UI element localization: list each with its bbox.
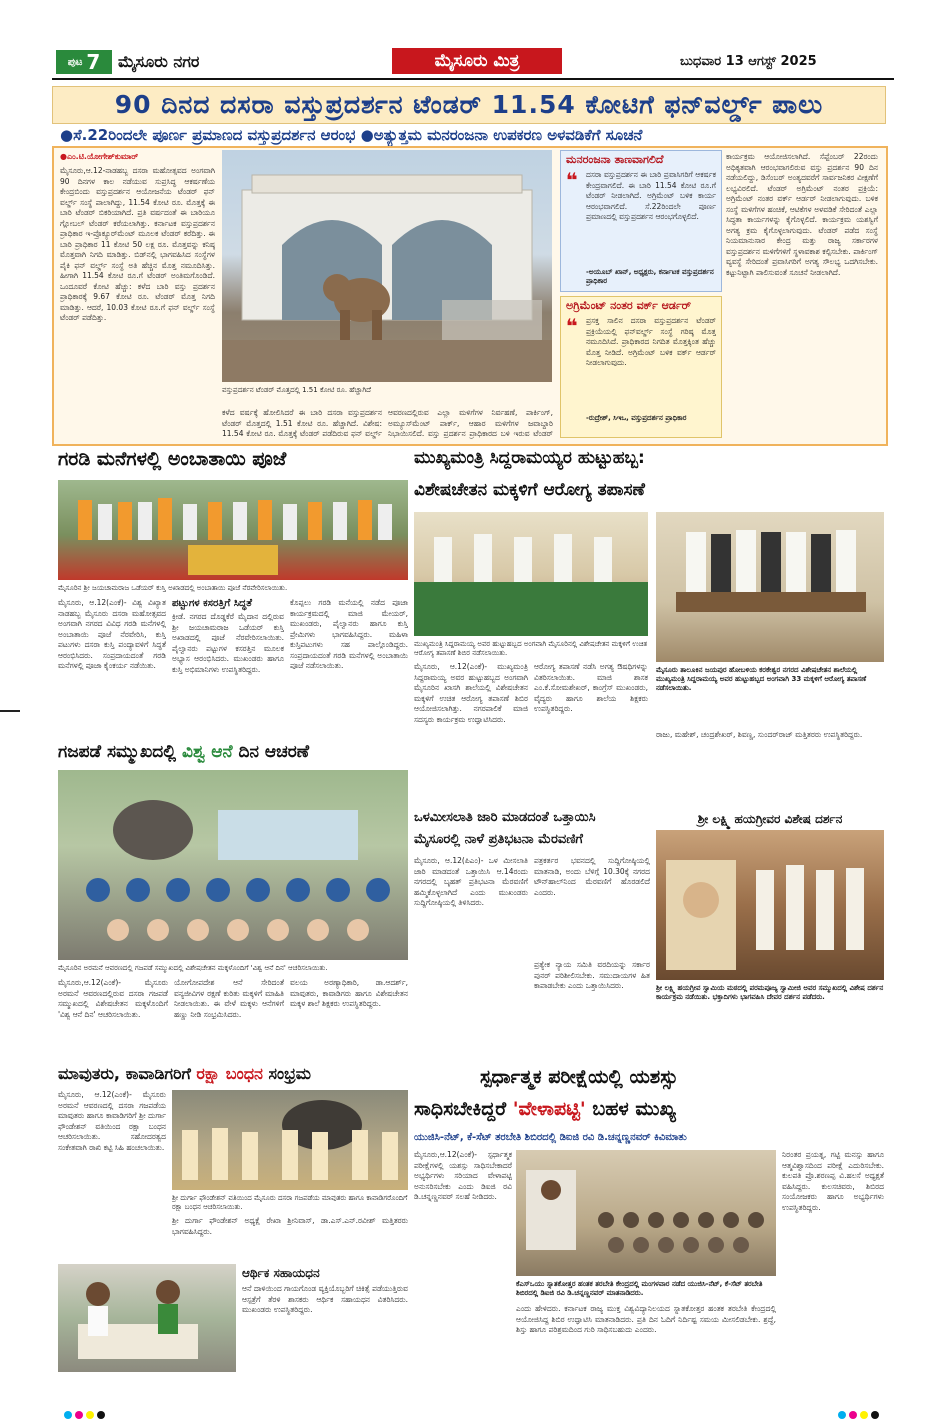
exam-subhead: ಯುಜಿಸಿ-ನೆಟ್, ಕೆ-ಸೆಟ್ ತರಬೇತಿ ಶಿಬಿರದಲ್ಲಿ ಡಿಐಜಿ ರವಿ ಡಿ.ಚನ್ನಣ್ಣನವರ್ ಕಿವಿಮಾತು [414,1132,687,1143]
cyan-dot [64,1411,72,1419]
aarthika-text: ಆನೆ ದಾಳಿಯಿಂದ ಗಾಯಗೊಂಡ ವ್ಯಕ್ತಿಯೊಬ್ಬರಿಗೆ ಚಿಕಿತ್ಸೆ ಪಡೆಯುತ್ತಿರುವ ಆಸ್ಪತ್ರೆಗೆ ತೆರಳಿ ಶಾಸಕರು ಆರ್ಥಿಕ ಸಹಾಯಧನ ವಿತರಿಸಿದರು. ಮುಖಂಡರು ಉಪಸ್ಥಿತರಿದ್ದರು. [242,1284,408,1314]
yellow-dot [86,1411,94,1419]
cm-column-1: ಮೈಸೂರು, ಆ.12(ಎಂಕೆ)- ಮುಖ್ಯಮಂತ್ರಿ ಸಿದ್ದರಾಮಯ್ಯ ಅವರ ಹುಟ್ಟುಹಬ್ಬದ ಅಂಗವಾಗಿ ಮೈಸೂರಿನ ಖಾಸಗಿ ಶಾಲೆಯಲ್ಲಿ ವಿಶೇಷಚೇತನ ಮಕ್ಕಳಿಗೆ ಉಚಿತ ಆರೋಗ್ಯ ತಪಾಸಣೆ ಶಿಬಿರ ಆಯೋಜಿಸಲಾಗಿತ್ತು. ನಗರಪಾಲಿಕೆ ಮಾಜಿ ಸದಸ್ಯರು ಕಾರ್ಯಕ್ರಮ ಉದ್ಘಾಟಿಸಿದರು. [414,662,528,724]
registration-dots-left [64,1404,108,1423]
cm-headline-line-1: ಮುಖ್ಯಮಂತ್ರಿ ಸಿದ್ದರಾಮಯ್ಯರ ಹುಟ್ಟುಹಬ್ಬ: [414,448,645,468]
gajapade-column-3: ವಲಯ ಅರಣ್ಯಾಧಿಕಾರಿ, ಡಾ.ಆದರ್ಶ್, ಮಾವುತರು, ಕಾವಾಡಿಗರು ಹಾಗೂ ವಿಶೇಷಚೇತನ ಮಕ್ಕಳ ಶಾಲೆ ಶಿಕ್ಷಕರು ಉಪಸ್ಥಿತರಿದ್ದರು. [290,978,408,1008]
yellow-dot [860,1411,868,1419]
training-camp-illustration [516,1150,776,1276]
lead-column-3: ಆವರಣದಲ್ಲಿರುವ ಎಲ್ಲಾ ಮಳಿಗೆಗಳ ನಿರ್ವಹಣೆ, ಪಾರ್ಕಿಂಗ್, ಅಮ್ಯೂಸ್‌ಮೆಂಟ್ ಪಾರ್ಕ್, ಆಹಾರ ಮಳಿಗೆಗಳ ಜವಾಬ್ದಾರಿ ನಿಭಾಯಿಸಲಿದೆ. ವಸ್ತು ಪ್ರದರ್ಶನ ಪ್ರಾಧಿಕಾರದ ಬಳಿ ಇರುವ ಟೆಂಡರ್ [388,408,553,438]
black-dot [97,1411,105,1419]
cm-caption-1: ಮುಖ್ಯಮಂತ್ರಿ ಸಿದ್ದರಾಮಯ್ಯ ಅವರ ಹುಟ್ಟುಹಬ್ಬದ ಅಂಗವಾಗಿ ಮೈಸೂರಿನಲ್ಲಿ ವಿಶೇಷಚೇತನ ಮಕ್ಕಳಿಗೆ ಉಚಿತ ಆರೋಗ್ಯ ತಪಾಸಣೆ ಶಿಬಿರ ನಡೆಸಲಾಯಿತು. [414,640,648,657]
exam-photo-caption: ಕೆಎಸ್‌ಒಯು ಸ್ನಾತಕೋತ್ತರ ಹಂತಕ ತರಬೇತಿ ಕೇಂದ್ರದಲ್ಲಿ ಮಂಗಳವಾರ ನಡೆದ ಯುಜಿಸಿ-ನೆಟ್, ಕೆ-ಸೆಟ್ ತರಬೇತಿ ಶಿಬಿರದಲ್ಲಿ ಡಿಐಜಿ ರವಿ ಡಿ.ಚನ್ನಣ್ಣನವರ್ ಮಾತನಾಡಿದರು. [516,1280,763,1297]
lead-column-2: ಕಳೆದ ವರ್ಷಕ್ಕೆ ಹೋಲಿಸಿದರೆ ಈ ಬಾರಿ ದಸರಾ ವಸ್ತುಪ್ರದರ್ಶನ ಟೆಂಡರ್ ಮೊತ್ತದಲ್ಲಿ 1.51 ಕೋಟಿ ರೂ. ಹೆಚ್ಚಾಗಿದೆ. ವಿಶೇಷ: 11.54 ಕೋಟಿ ರೂ. ಮೊತ್ತಕ್ಕೆ ಟೆಂಡರ್ ಪಡೆದಿರುವ ಫನ್ ವರ್ಲ್ಡ್ [222,408,382,438]
quote-box-1-text: ದಸರಾ ವಸ್ತುಪ್ರದರ್ಶನ ಈ ಬಾರಿ ಪ್ರವಾಸಿಗರಿಗೆ ಆಕರ್ಷಕ ಕೇಂದ್ರವಾಗಲಿದೆ. ಈ ಬಾರಿ 11.54 ಕೋಟಿ ರೂ.ಗೆ ಟೆಂಡರ್ ನೀಡಲಾಗಿದೆ. ಅಗ್ರಿಮೆಂಟ್ ಬಳಿಕ ಕಾರ್ಯ ಆರಂಭವಾಗಲಿದೆ. ಸೆ.22ರಿಂದಲೇ ಪೂರ್ಣ ಪ್ರಮಾಣದಲ್ಲಿ ವಸ್ತುಪ್ರದರ್ಶನ ಆರಂಭಗೊಳ್ಳಲಿದೆ. [586,170,716,221]
protest-column-3: ಪ್ರತ್ಯೇಕ ನ್ಯಾಯ ಸಮಿತಿ ವರದಿಯನ್ನು ಸರ್ಕಾರ ಪುನರ್ ಪರಿಶೀಲಿಸಬೇಕು. ಸಮುದಾಯಗಳ ಹಿತ ಕಾಪಾಡಬೇಕು ಎಂದು ಒತ್ತಾಯಿಸಿದರು. [534,960,650,990]
gajapade-column-1: ಮೈಸೂರು,ಆ.12(ಎಂಕೆ)- ಮೈಸೂರು ಅರಮನೆ ಆವರಣದಲ್ಲಿರುವ ದಸರಾ ಗಜಪಡೆ ಸಮ್ಮುಖದಲ್ಲಿ ವಿಶೇಷಚೇತನ ಮಕ್ಕಳೊಂದಿಗೆ 'ವಿಶ್ವ ಆನೆ ದಿನ' ಆಚರಿಸಲಾಯಿತು. [58,978,168,1019]
garadi-column-2: ಕ್ರೀಡೆ. ನಗರದ ದೊಡ್ಡಕೆರೆ ಮೈದಾನ ದಲ್ಲಿರುವ ಶ್ರೀ ಜಯಚಾಮರಾಜ ಒಡೆಯರ್ ಕುಸ್ತಿ ಅಖಾಡದಲ್ಲಿ ಪೂಜೆ ನೆರವೇರಿಸಲಾಯಿತು. ಪೈಲ್ವಾನರು ಪಟ್ಟುಗಳ ಕಸರತ್ತಿನ ಮೂಲಕ ಅಭ್ಯಾಸ ಆರಂಭಿಸಿದರು. ಮುಖಂಡರು ಹಾಗೂ ಕುಸ್ತಿ ಅಭಿಮಾನಿಗಳು ಉಪಸ್ಥಿತರಿದ್ದರು. [172,612,284,674]
garadi-column-1: ಮೈಸೂರು, ಆ.12(ಎಂಕೆ)- ವಿಶ್ವ ವಿಖ್ಯಾತ ನಾಡಹಬ್ಬ ಮೈಸೂರು ದಸರಾ ಮಹೋತ್ಸವದ ಅಂಗವಾಗಿ ನಗರದ ವಿವಿಧ ಗರಡಿ ಮನೆಗಳಲ್ಲಿ ಅಂಬಾತಾಯಿ ಪೂಜೆ ನೆರವೇರಿಸಿ, ಕುಸ್ತಿ ಪಟುಗಳು ದಸರಾ ಕುಸ್ತಿ ಪಂದ್ಯಾವಳಿಗೆ ಸಿದ್ಧತೆ ಆರಂಭಿಸಿದರು. ಸಂಪ್ರದಾಯದಂತೆ ಗರಡಿ ಮನೆಗಳಲ್ಲಿ ಪೂಜಾ ಕೈಂಕರ್ಯ ನಡೆಯಿತು. [58,598,166,670]
cm-caption-2: ಮೈಸೂರು ತಾಲೂಕಿನ ಜಯಪುರ ಹೋಬಳಿಯ ಕರಕೇಶ್ವರ ನಗರದ ವಿಶೇಷಚೇತನ ಶಾಲೆಯಲ್ಲಿ ಮುಖ್ಯಮಂತ್ರಿ ಸಿದ್ದರಾಮಯ್ಯ ಅವರ ಹುಟ್ಟುಹಬ್ಬದ ಅಂಗವಾಗಿ 33 ಮಕ್ಕಳಿಗೆ ಆರೋಗ್ಯ ತಪಾಸಣೆ ನಡೆಸಲಾಯಿತು. [656,666,867,692]
masthead-logo: ಮೈಸೂರು ಮಿತ್ರ [392,48,562,74]
cm-column-3: ರಾಜು, ಮಹೇಶ್, ಚಂದ್ರಶೇಖರ್, ಶಿವಣ್ಣ, ಸುಂದರ್‌ರಾಜ್ ಮತ್ತಿತರರು ಉಪಸ್ಥಿತರಿದ್ದರು. [656,730,863,739]
exam-photo [516,1150,776,1276]
protest-column-2: ಪತ್ರಕರ್ತರ ಭವನದಲ್ಲಿ ಸುದ್ದಿಗೋಷ್ಠಿಯಲ್ಲಿ ಮಾತನಾಡಿ, ಅಂದು ಬೆಳಿಗ್ಗೆ 10.30ಕ್ಕೆ ನಗರದ ಟೌನ್‌ಹಾಲ್‌ನಿಂದ ಮೆರವಣಿಗೆ ಹೊರಡಲಿದೆ ಎಂದರು. [534,856,650,897]
garadi-headline: ಗರಡಿ ಮನೆಗಳಲ್ಲಿ ಅಂಬಾತಾಯಿ ಪೂಜೆ [58,448,287,470]
darshana-title: ಶ್ರೀ ಲಕ್ಷ್ಮಿ ಹಯಗ್ರೀವರ ವಿಶೇಷ ದರ್ಶನ [697,812,843,826]
quote-box-1-title: ಮನರಂಜನಾ ತಾಣವಾಗಲಿದೆ [566,153,664,166]
lead-photo-caption: ವಸ್ತುಪ್ರದರ್ಶನ ಟೆಂಡರ್ ಮೊತ್ತದಲ್ಲಿ 1.51 ಕೋಟಿ ರೂ. ಹೆಚ್ಚಾಗಿದೆ [222,386,371,394]
gajapade-photo [58,770,408,960]
magenta-dot [75,1411,83,1419]
lead-column-1: ಮೈಸೂರು,ಆ.12-ನಾಡಹಬ್ಬ ದಸರಾ ಮಹೋತ್ಸವದ ಅಂಗವಾಗಿ 90 ದಿನಗಳ ಕಾಲ ನಡೆಯುವ ಸುಪ್ರಸಿದ್ಧ ಆಕರ್ಷಣೆಯ ಕೇಂದ್ರಬಿಂದು ವಸ್ತುಪ್ರದರ್ಶನ ಆಯೋಜನೆಯ ಟೆಂಡರ್ ಫನ್ ವರ್ಲ್ಡ್ ಸಂಸ್ಥೆ ಪಾಲಾಗಿದ್ದು, 11.54 ಕೋಟಿ ರೂ. ಮೊತ್ತಕ್ಕೆ ಈ ಬಾರಿ ಟೆಂಡರ್ ಬಿಕರಿಯಾಗಿದೆ. ಪ್ರತಿ ವರ್ಷದಂತೆ ಈ ಬಾರಿಯೂ ಗ್ಲೋಬಲ್ ಟೆಂಡರ್ ಕರೆಯಲಾಗಿತ್ತು. ಕರ್ನಾಟಕ ವಸ್ತುಪ್ರದರ್ಶನ ಪ್ರಾಧಿಕಾರ ಇ-ಪ್ರೊಕ್ಯೂರ್‌ಮೆಂಟ್ ಮೂಲಕ ಟೆಂಡರ್ ಕರೆದಿತ್ತು. ಈ ಬಾರಿ ಪ್ರಾಧಿಕಾರ 11 ಕೋಟಿ 50 ಲಕ್ಷ ರೂ. ಮೊತ್ತವನ್ನು ಕನಿಷ್ಠ ಮೊತ್ತವಾಗಿ ನಿಗದಿ ಮಾಡಿತ್ತು. ಬಿಡ್‌ನಲ್ಲಿ ಭಾಗವಹಿಸಿದ ಸಂಸ್ಥೆಗಳ ಪೈಕಿ ಫನ್ ವರ್ಲ್ಡ್ ಸಂಸ್ಥೆ ಅತಿ ಹೆಚ್ಚಿನ ಮೊತ್ತ ನಮೂದಿಸಿತ್ತು. ಹೀಗಾಗಿ 11.54 ಕೋಟಿ ರೂ.ಗೆ ಟೆಂಡರ್ ಅಂತಿಮಗೊಂಡಿದೆ. ಒಂದೂವರೆ ಕೋಟಿ ಹೆಚ್ಚು: ಕಳೆದ ಬಾರಿ ವಸ್ತು ಪ್ರದರ್ಶನ ಪ್ರಾಧಿಕಾರಕ್ಕೆ 9.67 ಕೋಟಿ ರೂ. ಟೆಂಡರ್ ಮೊತ್ತ ನಿಗದಿ ಮಾಡಿತ್ತು. ಆದರೆ, 10.03 ಕೋಟಿ ರೂ.ಗೆ ಫನ್ ವರ್ಲ್ಡ್ ಸಂಸ್ಥೆ ಟೆಂಡರ್ ಪಡೆದಿತ್ತು. [60,166,215,322]
protest-headline-line-2: ಮೈಸೂರಲ್ಲಿ ನಾಳೆ ಪ್ರತಿಭಟನಾ ಮೆರವಣಿಗೆ [414,832,583,847]
lead-subhead: ●ಸೆ.22ರಿಂದಲೇ ಪೂರ್ಣ ಪ್ರಮಾಣದ ವಸ್ತುಪ್ರದರ್ಶನ ಆರಂಭ ●ಅತ್ಯುತ್ತಮ ಮನರಂಜನಾ ಉಪಕರಣ ಅಳವಡಿಕೆಗೆ ಸೂಚನೆ [60,126,643,144]
gajapade-caption: ಮೈಸೂರಿನ ಅರಮನೆ ಆವರಣದಲ್ಲಿ ಗಜಪಡೆ ಸಮ್ಮುಖದಲ್ಲಿ ವಿಶೇಷಚೇತನ ಮಕ್ಕಳೊಂದಿಗೆ 'ವಿಶ್ವ ಆನೆ ದಿನ' ಆಚರಿಸಲಾಯಿತು. [58,964,328,972]
garadi-caption: ಮೈಸೂರಿನ ಶ್ರೀ ಜಯಚಾಮರಾಜ ಒಡೆಯರ್ ಕುಸ್ತಿ ಅಖಾಡದಲ್ಲಿ ಅಂಬಾತಾಯಿ ಪೂಜೆ ನೆರವೇರಿಸಲಾಯಿತು. [58,584,288,592]
darshana-caption: ಶ್ರೀ ಲಕ್ಷ್ಮಿ ಹಯಗ್ರೀವ ಸ್ವಾಮಿಯ ಮಠದಲ್ಲಿ ಪರಮಪೂಜ್ಯ ಸ್ವಾಮೀಜಿ ಅವರ ಸಮ್ಮುಖದಲ್ಲಿ ವಿಶೇಷ ದರ್ಶನ ಕಾರ್ಯಕ್ರಮ ನಡೆಯಿತು. ಭಕ್ತಾದಿಗಳು ಭಾಗವಹಿಸಿ ದೇವರ ದರ್ಶನ ಪಡೆದರು. [656,984,884,1001]
magenta-dot [849,1411,857,1419]
black-dot [871,1411,879,1419]
cm-photo-2 [656,512,884,662]
health-camp-illustration [414,512,648,636]
lead-headline: 90 ದಿನದ ದಸರಾ ವಸ್ತುಪ್ರದರ್ಶನ ಟೆಂಡರ್ 11.54 ಕೋಟಿಗೆ ಫನ್‌ವರ್ಲ್ಡ್ ಪಾಲು [52,86,886,124]
elephant-day-illustration [58,770,408,960]
raksha-caption: ಶ್ರೀ ದುರ್ಗಾ ಫೌಂಡೇಶನ್ ವತಿಯಿಂದ ಮೈಸೂರು ದಸರಾ ಗಜಪಡೆಯ ಮಾವುತರು ಹಾಗೂ ಕಾವಾಡಿಗರೊಂದಿಗೆ ರಕ್ಷಾ ಬಂಧನ ಆಚರಿಸಲಾಯಿತು. [172,1194,408,1211]
quote-box-2-text: ಪ್ರಸಕ್ತ ಸಾಲಿನ ದಸರಾ ವಸ್ತುಪ್ರದರ್ಶನ ಟೆಂಡರ್ ಪ್ರಕ್ರಿಯೆಯಲ್ಲಿ ಫನ್‌ವರ್ಲ್ಡ್ ಸಂಸ್ಥೆ ಗರಿಷ್ಠ ಮೊತ್ತ ನಮೂದಿಸಿದೆ. ಪ್ರಾಧಿಕಾರದ ನಿಗದಿತ ಮೊತ್ತಕ್ಕಿಂತ ಹೆಚ್ಚು ಮೊತ್ತ ನೀಡಿದೆ. ಅಗ್ರಿಮೆಂಟ್ ಬಳಿಕ ವರ್ಕ್ ಆರ್ಡರ್ ನೀಡಲಾಗುವುದು. [586,316,716,367]
quote-box-1-attribution: -ಅಯೂಬ್ ಖಾನ್, ಅಧ್ಯಕ್ಷರು, ಕರ್ನಾಟಕ ವಸ್ತುಪ್ರದರ್ಶನ ಪ್ರಾಧಿಕಾರ [586,268,714,285]
protest-column-1: ಮೈಸೂರು, ಆ.12(ಪಿಎಂ)- ಒಳ ಮೀಸಲಾತಿ ಜಾರಿ ಮಾಡದಂತೆ ಒತ್ತಾಯಿಸಿ ಆ.14ರಂದು ನಗರದಲ್ಲಿ ಬೃಹತ್ ಪ್ರತಿಭಟನಾ ಮೆರವಣಿಗೆ ಹಮ್ಮಿಕೊಳ್ಳಲಾಗಿದೆ ಎಂದು ಮುಖಂಡರು ಸುದ್ದಿಗೋಷ್ಠಿಯಲ್ಲಿ ತಿಳಿಸಿದರು. [414,856,528,907]
gajapade-column-2: ಯೋಗೋಪದೇಶ ಆನೆ ಸೇರಿದಂತೆ ವನ್ಯಜೀವಿಗಳ ರಕ್ಷಣೆ ಕುರಿತು ಮಕ್ಕಳಿಗೆ ಮಾಹಿತಿ ನೀಡಲಾಯಿತು. ಈ ವೇಳೆ ಮಕ್ಕಳು ಆನೆಗಳಿಗೆ ಹಣ್ಣು ನೀಡಿ ಸಂಭ್ರಮಿಸಿದರು. [174,978,284,1019]
registration-dots-right [838,1404,882,1423]
raksha-group-illustration [172,1090,408,1190]
lead-photo-exhibition-gate [222,150,552,382]
cyan-dot [838,1411,846,1419]
issue-date: ಬುಧವಾರ 13 ಆಗಸ್ಟ್ 2025 [680,54,817,69]
garadi-column-3: ಕೊಪ್ಪಲು ಗರಡಿ ಮನೆಯಲ್ಲಿ ನಡೆದ ಪೂಜಾ ಕಾರ್ಯಕ್ರಮದಲ್ಲಿ ಮಾಜಿ ಮೇಯರ್, ಮುಖಂಡರು, ಪೈಲ್ವಾನರು ಹಾಗೂ ಕುಸ್ತಿ ಪ್ರೇಮಿಗಳು ಭಾಗವಹಿಸಿದ್ದರು. ಮಹಿಳಾ ಕುಸ್ತಿಪಟುಗಳು ಸಹ ಪಾಲ್ಗೊಂಡಿದ್ದರು. ಸಂಪ್ರದಾಯದಂತೆ ಗರಡಿ ಮನೆಗಳಲ್ಲಿ ಅಂಬಾತಾಯಿ ಪೂಜೆ ನಡೆಸಲಾಯಿತು. [290,598,408,670]
garadi-subhead: ಪಟ್ಟುಗಳ ಕಸರತ್ತಿಗೆ ಸಿದ್ಧತೆ [172,598,252,609]
page-number-badge: ಪುಟ 7 [56,50,112,74]
lead-column-5: ಕಾರ್ಯಕ್ರಮ ಆಯೋಜಿಸಲಾಗಿದೆ. ಸೆಪ್ಟೆಂಬರ್ 22ರಂದು ಅಧಿಕೃತವಾಗಿ ಆರಂಭವಾಗಲಿರುವ ವಸ್ತು ಪ್ರದರ್ಶನ 90 ದಿನ ನಡೆಯಲಿದ್ದು, ಡಿಸೆಂಬರ್ ಅಂತ್ಯದವರೆಗೆ ಸಾರ್ವಜನಿಕರ ವೀಕ್ಷಣೆಗೆ ಲಭ್ಯವಿರಲಿದೆ. ಟೆಂಡರ್ ಅಗ್ರಿಮೆಂಟ್ ನಂತರ ಪ್ರಕ್ರಿಯೆ: ಅಗ್ರಿಮೆಂಟ್ ನಂತರ ವರ್ಕ್ ಆರ್ಡರ್ ನೀಡಲಾಗುವುದು. ಬಳಿಕ ಸಂಸ್ಥೆ ಮಳಿಗೆಗಳ ಹಂಚಿಕೆ, ಆಟಿಕೆಗಳ ಅಳವಡಿಕೆ ಸೇರಿದಂತೆ ಎಲ್ಲಾ ಸಿದ್ಧತಾ ಕಾರ್ಯಗಳನ್ನು ಕೈಗೊಳ್ಳಲಿದೆ. ಕಾರ್ಯಕ್ರಮ ಯಶಸ್ವಿಗೆ ಅಗತ್ಯ ಕ್ರಮ ಕೈಗೊಳ್ಳಲಾಗುವುದು. ಟೆಂಡರ್ ಪಡೆದ ಸಂಸ್ಥೆ ನಿಯಮಾನುಸಾರ ಕೇಂದ್ರ ಮತ್ತು ರಾಜ್ಯ ಸರ್ಕಾರಗಳ ವಸ್ತುಪ್ರದರ್ಶನ ಮಳಿಗೆಗಳಿಗೆ ಸ್ಥಳಾವಕಾಶ ಕಲ್ಪಿಸಬೇಕು. ಪಾರ್ಕಿಂಗ್ ವ್ಯವಸ್ಥೆ ಸೇರಿದಂತೆ ಪ್ರವಾಸಿಗರಿಗೆ ಅಗತ್ಯ ಸೌಲಭ್ಯ ಒದಗಿಸಬೇಕು. ಕಟ್ಟುನಿಟ್ಟಾಗಿ ಪಾಲಿಸುವಂತೆ ಸೂಚನೆ ನೀಡಲಾಗಿದೆ. [726,152,878,277]
group-photo-illustration [58,480,408,580]
quote-box-2-attribution: -ರುದ್ರೇಶ್, ಸಿಇಒ, ವಸ್ತುಪ್ರದರ್ಶನ ಪ್ರಾಧಿಕಾರ [586,414,687,422]
quote-mark-icon: ❝ [566,314,578,338]
exam-column-1: ಮೈಸೂರು,ಆ.12(ಎಂಕೆ)- ಸ್ಪರ್ಧಾತ್ಮಕ ಪರೀಕ್ಷೆಗಳಲ್ಲಿ ಯಶಸ್ಸು ಸಾಧಿಸಬೇಕಾದರೆ ಅಭ್ಯರ್ಥಿಗಳು ಸರಿಯಾದ ವೇಳಾಪಟ್ಟಿ ಅನುಸರಿಸಬೇಕು ಎಂದು ಡಿಐಜಿ ರವಿ ಡಿ.ಚನ್ನಣ್ಣನವರ್ ಸಲಹೆ ನೀಡಿದರು. [414,1150,512,1201]
temple-darshan-illustration [656,830,884,980]
raksha-headline: ಮಾವುತರು, ಕಾವಾಡಿಗರಿಗೆ ರಕ್ಷಾ ಬಂಧನ ಸಂಭ್ರಮ [58,1064,311,1083]
margin-mark [0,710,20,712]
exam-headline-line-1: ಸ್ಪರ್ಧಾತ್ಮಕ ಪರೀಕ್ಷೆಯಲ್ಲಿ ಯಶಸ್ಸು [480,1066,679,1088]
exam-column-3: ನಿರಂತರ ಪ್ರಯತ್ನ, ಗಟ್ಟಿ ಮನಸ್ಸು ಹಾಗೂ ಆತ್ಮವಿಶ್ವಾಸದಿಂದ ಪರೀಕ್ಷೆ ಎದುರಿಸಬೇಕು. ಕುಲಪತಿ ಪ್ರೊ.ಶರಣಪ್ಪ ವಿ.ಹಲಸೆ ಅಧ್ಯಕ್ಷತೆ ವಹಿಸಿದ್ದರು. ಕುಲಸಚಿವರು, ಶಿಬಿರದ ಸಂಯೋಜಕರು ಹಾಗೂ ಅಭ್ಯರ್ಥಿಗಳು ಉಪಸ್ಥಿತರಿದ್ದರು. [782,1150,884,1212]
section-name: ಮೈಸೂರು ನಗರ [118,52,200,71]
raksha-photo [172,1090,408,1190]
aarthika-photo [58,1264,236,1372]
exam-headline-line-2: ಸಾಧಿಸಬೇಕಿದ್ದರೆ 'ವೇಳಾಪಟ್ಟಿ' ಬಹಳ ಮುಖ್ಯ [414,1098,676,1120]
exhibition-gate-illustration [222,150,552,382]
protest-headline-line-1: ಒಳಮೀಸಲಾತಿ ಜಾರಿ ಮಾಡದಂತೆ ಒತ್ತಾಯಿಸಿ [414,810,596,825]
cm-column-2: ಆರೋಗ್ಯ ತಪಾಸಣೆ ನಡೆಸಿ ಅಗತ್ಯ ಔಷಧಿಗಳನ್ನು ವಿತರಿಸಲಾಯಿತು. ಮಾಜಿ ಶಾಸಕ ಎಂ.ಕೆ.ಸೋಮಶೇಖರ್, ಕಾಂಗ್ರೆಸ್ ಮುಖಂಡರು, ವೈದ್ಯರು ಹಾಗೂ ಶಾಲೆಯ ಶಿಕ್ಷಕರು ಉಪಸ್ಥಿತರಿದ್ದರು. [534,662,648,713]
exam-column-2: ಎಂದು ಹೇಳಿದರು. ಕರ್ನಾಟಕ ರಾಜ್ಯ ಮುಕ್ತ ವಿಶ್ವವಿದ್ಯಾನಿಲಯದ ಸ್ನಾತಕೋತ್ತರ ಹಂತಕ ತರಬೇತಿ ಕೇಂದ್ರದಲ್ಲಿ ಆಯೋಜಿಸಿದ್ದ ಶಿಬಿರ ಉದ್ಘಾಟಿಸಿ ಮಾತನಾಡಿದರು. ಪ್ರತಿ ದಿನ ಓದಿಗೆ ನಿರ್ದಿಷ್ಟ ಸಮಯ ಮೀಸಲಿಡಬೇಕು. ಶ್ರದ್ಧೆ, ಶಿಸ್ತು ಹಾಗೂ ಪರಿಶ್ರಮದಿಂದ ಗುರಿ ಸಾಧಿಸಬಹುದು ಎಂದರು. [516,1304,776,1334]
darshana-photo [656,830,884,980]
hospital-visit-illustration [58,1264,236,1372]
gajapade-headline: ಗಜಪಡೆ ಸಮ್ಮುಖದಲ್ಲಿ ವಿಶ್ವ ಆನೆ ದಿನ ಆಚರಣೆ [58,742,310,762]
raksha-column-1: ಮೈಸೂರು, ಆ.12(ಎಂಕೆ)- ಮೈಸೂರು ಅರಮನೆ ಆವರಣದಲ್ಲಿ ದಸರಾ ಗಜಪಡೆಯ ಮಾವುತರು ಹಾಗೂ ಕಾವಾಡಿಗರಿಗೆ ಶ್ರೀ ದುರ್ಗಾ ಫೌಂಡೇಶನ್ ವತಿಯಿಂದ ರಕ್ಷಾ ಬಂಧನ ಆಚರಿಸಲಾಯಿತು. ಸಹೋದರತ್ವದ ಸಂಕೇತವಾಗಿ ರಾಖಿ ಕಟ್ಟಿ ಸಿಹಿ ಹಂಚಲಾಯಿತು. [58,1090,166,1152]
cm-headline-line-2: ವಿಶೇಷಚೇತನ ಮಕ್ಕಳಿಗೆ ಆರೋಗ್ಯ ತಪಾಸಣೆ [414,480,645,500]
garadi-photo [58,480,408,580]
school-group-illustration [656,512,884,662]
quote-box-2-title: ಅಗ್ರಿಮೆಂಟ್ ನಂತರ ವರ್ಕ್ ಆರ್ಡರ್ [566,299,692,312]
raksha-column-2: ಶ್ರೀ ದುರ್ಗಾ ಫೌಂಡೇಶನ್ ಅಧ್ಯಕ್ಷೆ ರೇಖಾ ಶ್ರೀನಿವಾಸ್, ಡಾ.ಎಸ್.ಎನ್.ರವೀಶ್ ಮತ್ತಿತರರು ಭಾಗವಹಿಸಿದ್ದರು. [172,1216,408,1236]
aarthika-title: ಆರ್ಥಿಕ ಸಹಾಯಧನ [242,1266,320,1280]
quote-mark-icon: ❝ [566,168,578,192]
cm-photo-1 [414,512,648,636]
lead-byline: ●ಎಂ.ಟಿ.ಯೋಗೇಶ್‌ಕುಮಾರ್ [60,152,139,161]
